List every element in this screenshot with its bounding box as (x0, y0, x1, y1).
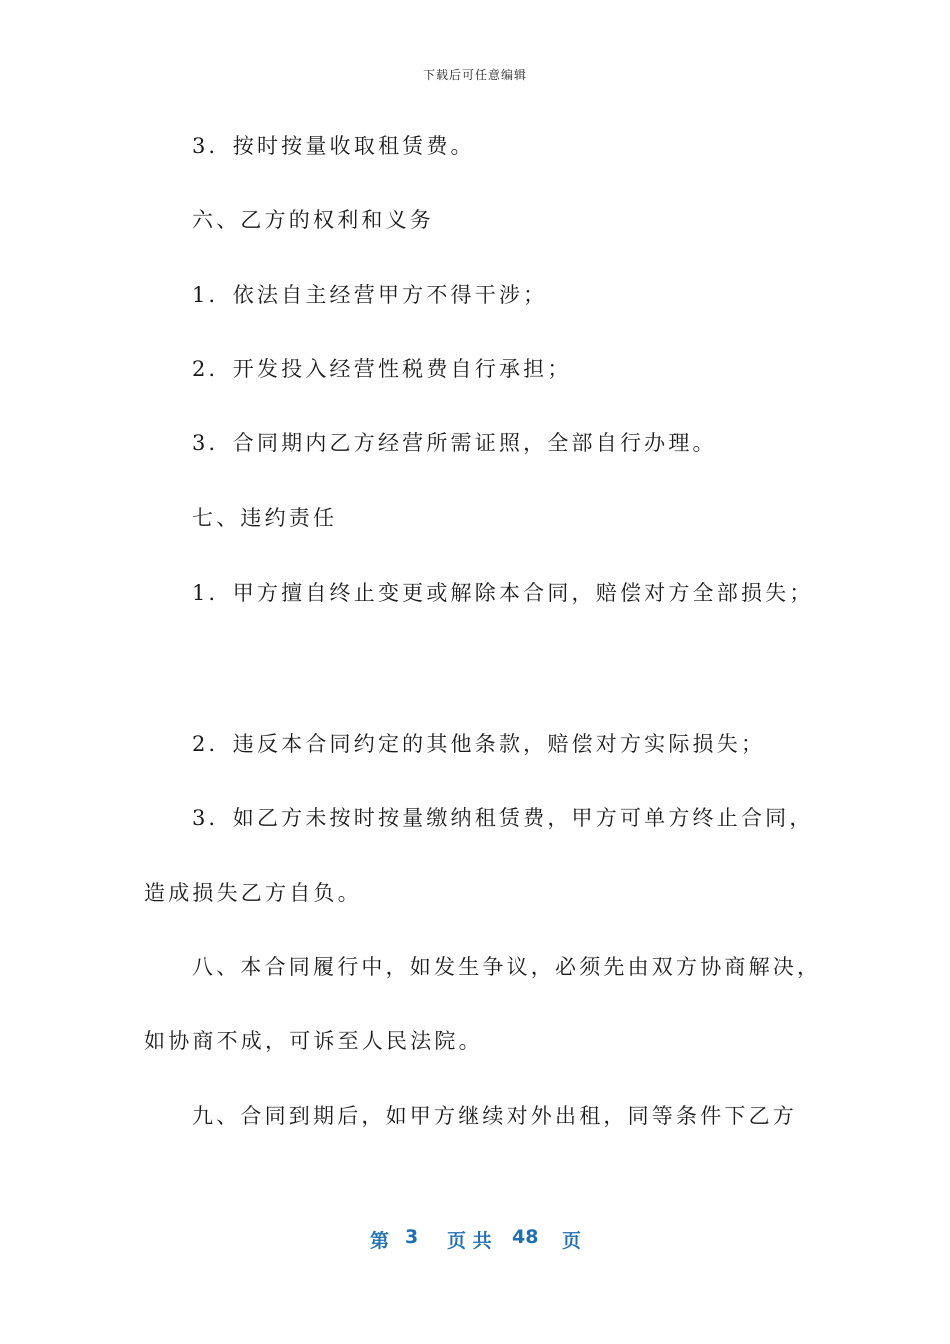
paragraph-line: 3．按时按量收取租赁费。 (192, 134, 475, 158)
paragraph-line: 3．如乙方未按时按量缴纳租赁费，甲方可单方终止合同， (192, 806, 814, 830)
section-heading: 六、乙方的权利和义务 (192, 208, 434, 232)
paragraph-line: 1．依法自主经营甲方不得干涉； (192, 283, 548, 307)
current-page-number: 3 (405, 1226, 419, 1248)
paragraph-line: 八、本合同履行中，如发生争议，必须先由双方协商解决， (192, 955, 822, 979)
paragraph-line: 九、合同到期后，如甲方继续对外出租，同等条件下乙方 (192, 1104, 797, 1128)
paragraph-line: 如协商不成，可诉至人民法院。 (144, 1029, 483, 1053)
footer-suffix: 页 (562, 1230, 582, 1252)
section-heading: 七、违约责任 (192, 506, 338, 530)
paragraph-line: 1．甲方擅自终止变更或解除本合同，赔偿对方全部损失； (192, 581, 814, 605)
total-pages: 48 (512, 1226, 539, 1248)
footer-prefix: 第 (370, 1230, 390, 1252)
paragraph-line: 2．违反本合同约定的其他条款，赔偿对方实际损失； (192, 732, 766, 756)
paragraph-line: 3．合同期内乙方经营所需证照，全部自行办理。 (192, 431, 717, 455)
paragraph-line: 造成损失乙方自负。 (144, 881, 362, 905)
footer-middle: 页 共 (447, 1230, 492, 1252)
page-header: 下载后可任意编辑 (422, 68, 527, 82)
paragraph-line: 2．开发投入经营性税费自行承担； (192, 357, 572, 381)
